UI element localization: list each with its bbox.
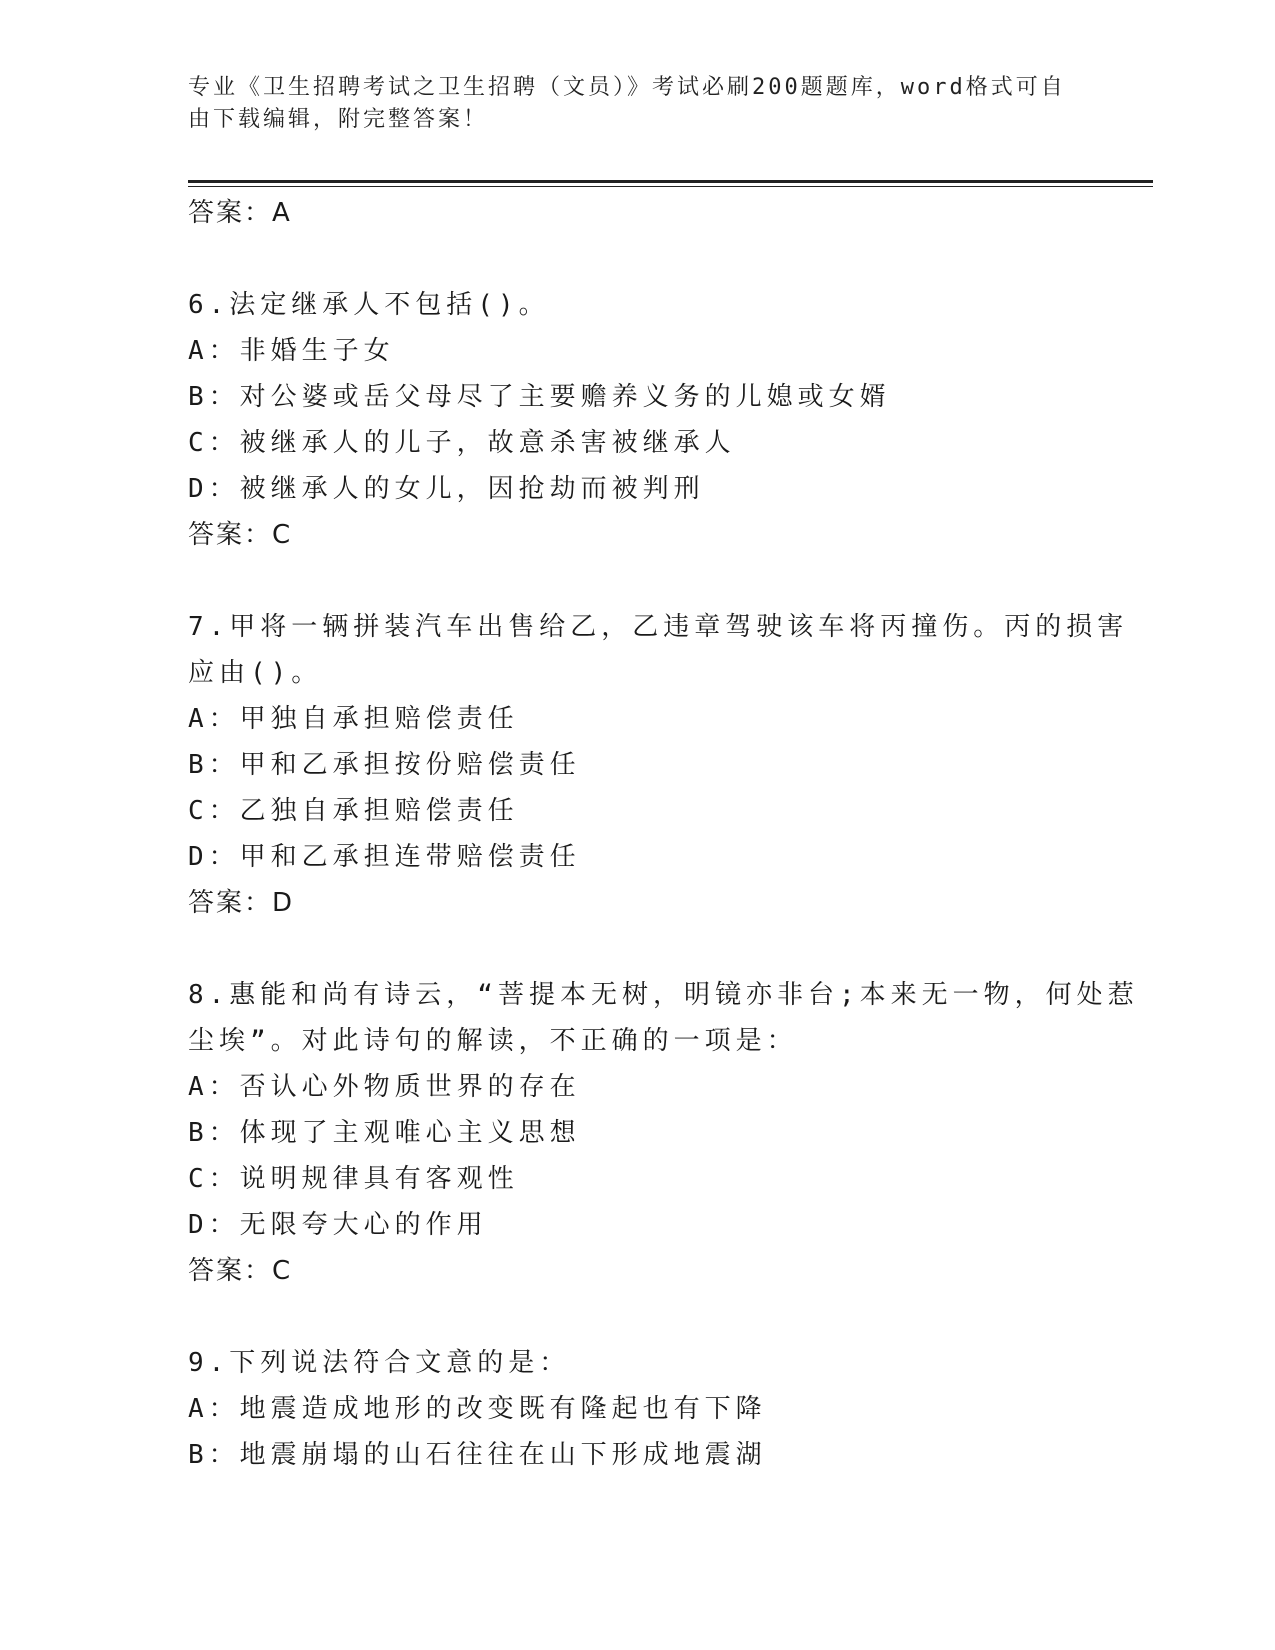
option-c: C：乙独自承担赔偿责任 — [188, 796, 519, 826]
option-a: A：非婚生子女 — [188, 336, 395, 366]
option-a: A：地震造成地形的改变既有隆起也有下降 — [188, 1394, 767, 1424]
option-c: C：被继承人的儿子，故意杀害被继承人 — [188, 428, 736, 458]
question-block — [188, 1340, 1088, 1478]
header-rule-thick — [188, 180, 1153, 183]
question-block — [188, 972, 1139, 1294]
option-a: A：否认心外物质世界的存在 — [188, 1072, 581, 1102]
question-stem: 9.下列说法符合文意的是： — [188, 1348, 571, 1378]
answer-line: 答案：C — [188, 520, 293, 550]
option-c: C：说明规律具有客观性 — [188, 1164, 519, 1194]
option-d: D：被继承人的女儿，因抢劫而被判刑 — [188, 474, 705, 504]
question-stem-line-2: 应由()。 — [188, 658, 323, 688]
option-b: B：对公婆或岳父母尽了主要赡养义务的儿媳或女婿 — [188, 382, 891, 412]
answer-line: 答案：C — [188, 1256, 293, 1286]
question-block — [188, 282, 1088, 558]
answer-line: 答案：D — [188, 888, 295, 918]
question-stem-line-1: 7.甲将一辆拼装汽车出售给乙，乙违章驾驶该车将丙撞伤。丙的损害 — [188, 612, 1129, 642]
option-b: B：体现了主观唯心主义思想 — [188, 1118, 581, 1148]
question-block — [188, 604, 1129, 926]
question-stem-line-1: 8.惠能和尚有诗云，“菩提本无树，明镜亦非台;本来无一物，何处惹 — [188, 980, 1139, 1010]
question-stem: 6.法定继承人不包括()。 — [188, 290, 550, 320]
question-stem-line-2: 尘埃”。对此诗句的解读，不正确的一项是： — [188, 1026, 798, 1056]
header-rule-thin — [188, 186, 1153, 187]
option-a: A：甲独自承担赔偿责任 — [188, 704, 519, 734]
option-b: B：甲和乙承担按份赔偿责任 — [188, 750, 581, 780]
answer-line: 答案：A — [188, 198, 292, 228]
option-b: B：地震崩塌的山石往往在山下形成地震湖 — [188, 1440, 767, 1470]
option-d: D：甲和乙承担连带赔偿责任 — [188, 842, 581, 872]
document-header: 专业《卫生招聘考试之卫生招聘（文员）》考试必刷200题题库，word格式可自由下载编辑，附完整答案！ — [188, 75, 1066, 132]
option-d: D：无限夸大心的作用 — [188, 1210, 488, 1240]
question-list — [188, 190, 1139, 1478]
